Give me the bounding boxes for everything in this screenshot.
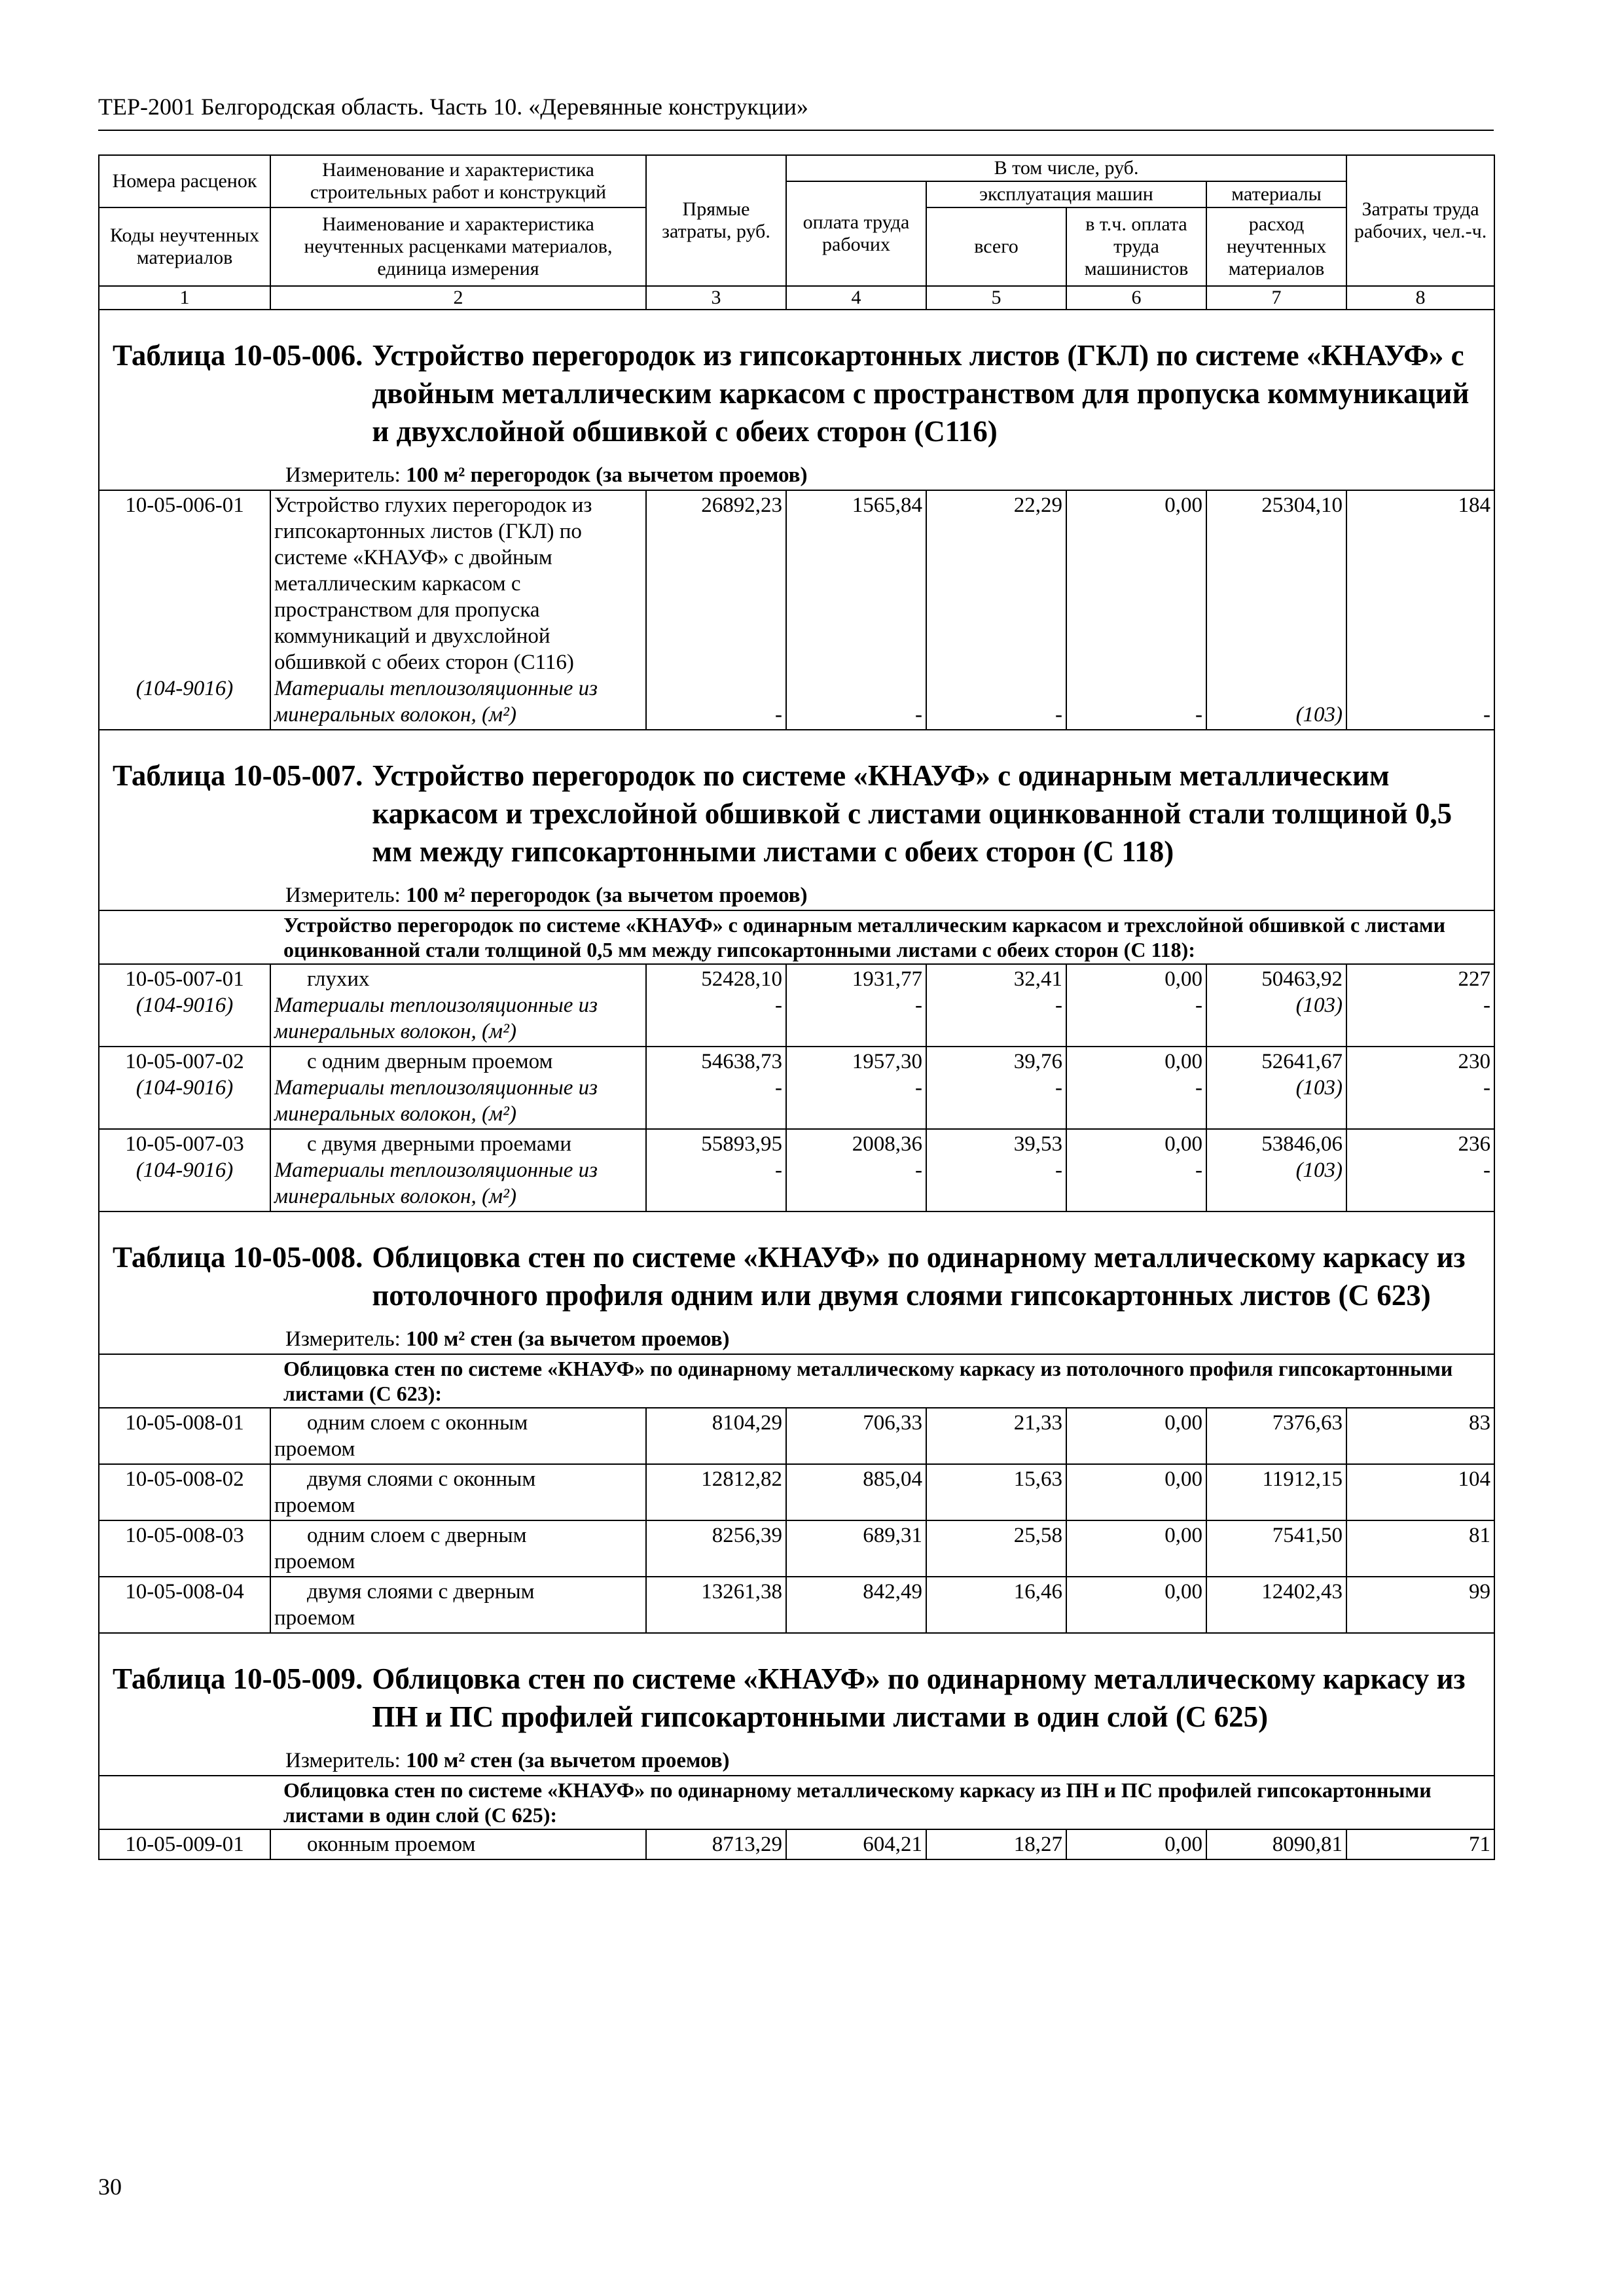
material-code: (104-9016): [135, 1076, 234, 1100]
measure-unit: 100 м² перегородок (за вычетом проемов): [406, 884, 808, 907]
group-heading: Облицовка стен по системе «КНАУФ» по одинарному металлическому каркасу из потолочного профиля гипсокартонными листами (С 623):: [270, 1354, 1494, 1408]
rate-name: оконным проемом: [270, 1829, 646, 1859]
rate-name: с одним дверным проемом Материалы теплоизоляционные из минеральных волокон, (м²): [270, 1047, 646, 1129]
labor-hours: 104: [1346, 1464, 1494, 1520]
materials-cost: 11912,15: [1206, 1464, 1346, 1520]
direct-costs: 8713,29: [646, 1829, 786, 1859]
dash: -: [1055, 703, 1062, 726]
table-row: [99, 1464, 1494, 1520]
table-title-text: Облицовка стен по системе «КНАУФ» по одинарному металлическому каркасу из потолочного профиля одним или двумя слоями гипсокартонных листов (С 623): [372, 1241, 1466, 1312]
machinist-pay: 0,00: [1066, 1464, 1206, 1520]
rate-name: двумя слоями с оконным проемом: [270, 1464, 646, 1520]
machinist-pay: 0,00: [1066, 1829, 1206, 1859]
machinist-pay: 0,00: [1066, 1408, 1206, 1464]
measure-label: Измеритель:: [285, 1749, 401, 1772]
material-qty: (103): [1295, 1076, 1343, 1100]
rate-code: 10-05-008-03: [99, 1520, 270, 1577]
materials-cost: 52641,67 (103): [1206, 1047, 1346, 1129]
col-number: 8: [1346, 286, 1494, 310]
labor-hours: 184 -: [1346, 490, 1494, 730]
rate-code: 10-05-009-01: [99, 1829, 270, 1859]
table-title-row: [99, 1211, 1494, 1354]
rate-name: глухих Материалы теплоизоляционные из минеральных волокон, (м²): [270, 964, 646, 1047]
machines-total: 22,29 -: [926, 490, 1066, 730]
materials-cost: 50463,92 (103): [1206, 964, 1346, 1047]
table-title-cell: [99, 1633, 1494, 1776]
col-head-machines: эксплуатация машин: [926, 181, 1206, 207]
dash: -: [915, 1158, 922, 1182]
table-number: Таблица 10-05-006.: [113, 339, 363, 372]
labor-pay: 689,31: [786, 1520, 926, 1577]
labor-hours: 71: [1346, 1829, 1494, 1859]
material-name: Материалы теплоизоляционные из минеральных волокон, (м²): [274, 1158, 598, 1208]
rates-table: [98, 154, 1495, 1860]
table-title-cell: [99, 310, 1494, 490]
col-number: 5: [926, 286, 1066, 310]
labor-hours: 230 -: [1346, 1047, 1494, 1129]
dash: -: [915, 1076, 922, 1100]
direct-costs: 26892,23 -: [646, 490, 786, 730]
machines-total: 21,33: [926, 1408, 1066, 1464]
measure-line: [285, 882, 1481, 908]
rate-code: 10-05-008-01: [99, 1408, 270, 1464]
material-code: (104-9016): [135, 1158, 234, 1182]
table-number: Таблица 10-05-008.: [113, 1241, 363, 1274]
direct-costs: 13261,38: [646, 1577, 786, 1633]
running-header: ТЕР-2001 Белгородская область. Часть 10. «Деревянные конструкции»: [98, 94, 808, 120]
page-number: 30: [98, 2174, 122, 2200]
col-head-material-names: Наименование и характеристика неучтенных расценками материалов, единица измерения: [270, 207, 646, 286]
machines-total: 32,41 -: [926, 964, 1066, 1047]
dash: -: [1483, 1158, 1491, 1182]
material-qty: (103): [1295, 1158, 1343, 1182]
dash: -: [1055, 1076, 1062, 1100]
dash: -: [915, 994, 922, 1017]
col-head-material-usage: расход неучтенных материалов: [1206, 207, 1346, 286]
col-number: 2: [270, 286, 646, 310]
dash: -: [1483, 994, 1491, 1017]
header-row-1: [99, 155, 1494, 181]
direct-costs: 54638,73 -: [646, 1047, 786, 1129]
table-row: [99, 1408, 1494, 1464]
machinist-pay: 0,00: [1066, 1577, 1206, 1633]
rate-code: 10-05-007-03 (104-9016): [99, 1129, 270, 1211]
labor-pay: 2008,36 -: [786, 1129, 926, 1211]
dash: -: [775, 1158, 782, 1182]
machines-total: 16,46: [926, 1577, 1066, 1633]
col-head-rate-numbers: Номера расценок: [99, 155, 270, 207]
group-row: [99, 1776, 1494, 1829]
table-title-row: [99, 730, 1494, 910]
machinist-pay: 0,00 -: [1066, 1129, 1206, 1211]
dash: -: [1055, 994, 1062, 1017]
materials-cost: 53846,06 (103): [1206, 1129, 1346, 1211]
measure-line: [285, 1748, 1481, 1774]
dash: -: [775, 994, 782, 1017]
table-title-row: [99, 1633, 1494, 1776]
material-name: Материалы теплоизоляционные из минеральных волокон, (м²): [274, 677, 598, 726]
measure-label: Измеритель:: [285, 884, 401, 907]
materials-cost: 8090,81: [1206, 1829, 1346, 1859]
machinist-pay: 0,00 -: [1066, 1047, 1206, 1129]
material-name: Материалы теплоизоляционные из минеральных волокон, (м²): [274, 994, 598, 1043]
labor-pay: 1957,30 -: [786, 1047, 926, 1129]
machinist-pay: 0,00 -: [1066, 964, 1206, 1047]
direct-costs: 55893,95 -: [646, 1129, 786, 1211]
direct-costs: 8104,29: [646, 1408, 786, 1464]
material-code: (104-9016): [135, 994, 234, 1017]
dash: -: [915, 703, 922, 726]
measure-line: [285, 462, 1481, 488]
col-number: 7: [1206, 286, 1346, 310]
labor-pay: 885,04: [786, 1464, 926, 1520]
col-number: 1: [99, 286, 270, 310]
machines-total: 25,58: [926, 1520, 1066, 1577]
machines-total: 39,53 -: [926, 1129, 1066, 1211]
col-number: 6: [1066, 286, 1206, 310]
material-name: Материалы теплоизоляционные из минеральных волокон, (м²): [274, 1076, 598, 1126]
materials-cost: 12402,43: [1206, 1577, 1346, 1633]
table-title-text: Устройство перегородок по системе «КНАУФ» с одинарным металлическим каркасом и трехслойной обшивкой с листами оцинкованной стали толщиной 0,5 мм между гипсокартонными листами с обеих сторон (С 118): [372, 759, 1453, 868]
direct-costs: 8256,39: [646, 1520, 786, 1577]
table-row: [99, 490, 1494, 730]
table-row: [99, 1129, 1494, 1211]
material-code: (104-9016): [135, 677, 234, 700]
col-head-work-name: Наименование и характеристика строительных работ и конструкций: [270, 155, 646, 207]
col-number: 4: [786, 286, 926, 310]
labor-pay: 1565,84 -: [786, 490, 926, 730]
col-head-labor-pay: оплата труда рабочих: [786, 181, 926, 286]
group-heading: Устройство перегородок по системе «КНАУФ» с одинарным металлическим каркасом и трехслойной обшивкой с листами оцинкованной стали толщиной 0,5 мм между гипсокартонными листами с обеих сторон (С 118):: [270, 910, 1494, 964]
rate-name: одним слоем с дверным проемом: [270, 1520, 646, 1577]
materials-cost: 7541,50: [1206, 1520, 1346, 1577]
group-row: [99, 910, 1494, 964]
labor-hours: 227 -: [1346, 964, 1494, 1047]
dash: -: [1055, 1158, 1062, 1182]
table-title: [113, 1660, 1481, 1736]
measure-unit: 100 м² перегородок (за вычетом проемов): [406, 463, 808, 487]
table-title-text: Облицовка стен по системе «КНАУФ» по одинарному металлическому каркасу из ПН и ПС профилей гипсокартонными листами в один слой (С 625): [372, 1662, 1466, 1733]
table-row: [99, 1577, 1494, 1633]
measure-label: Измеритель:: [285, 463, 401, 487]
col-head-machinist-pay: в т.ч. оплата труда машинистов: [1066, 207, 1206, 286]
dash: -: [1195, 1076, 1202, 1100]
machinist-pay: 0,00 -: [1066, 490, 1206, 730]
rate-code: 10-05-007-02 (104-9016): [99, 1047, 270, 1129]
measure-unit: 100 м² стен (за вычетом проемов): [406, 1749, 730, 1772]
dash: -: [1483, 1076, 1491, 1100]
labor-hours: 81: [1346, 1520, 1494, 1577]
table-title-text: Устройство перегородок из гипсокартонных листов (ГКЛ) по системе «КНАУФ» с двойным металлическим каркасом с пространством для пропуска коммуникаций и двухслойной обшивкой с обеих сторон (С116): [372, 339, 1470, 448]
col-head-including: В том числе, руб.: [786, 155, 1346, 181]
labor-pay: 842,49: [786, 1577, 926, 1633]
table-number: Таблица 10-05-009.: [113, 1662, 363, 1695]
col-head-materials: материалы: [1206, 181, 1346, 207]
material-qty: (103): [1295, 703, 1343, 726]
table-row: [99, 1047, 1494, 1129]
column-number-row: [99, 286, 1494, 310]
rate-name: одним слоем с оконным проемом: [270, 1408, 646, 1464]
measure-line: [285, 1326, 1481, 1352]
dash: -: [1195, 703, 1202, 726]
direct-costs: 12812,82: [646, 1464, 786, 1520]
dash: -: [1195, 994, 1202, 1017]
header-rule: [98, 130, 1494, 131]
rate-code: 10-05-007-01 (104-9016): [99, 964, 270, 1047]
group-heading: Облицовка стен по системе «КНАУФ» по одинарному металлическому каркасу из ПН и ПС профилей гипсокартонными листами в один слой (С 625):: [270, 1776, 1494, 1829]
rate-code: 10-05-006-01 (104-9016): [99, 490, 270, 730]
table-title-row: [99, 310, 1494, 490]
table-row: [99, 1829, 1494, 1859]
machinist-pay: 0,00: [1066, 1520, 1206, 1577]
machines-total: 18,27: [926, 1829, 1066, 1859]
dash: -: [775, 1076, 782, 1100]
labor-pay: 706,33: [786, 1408, 926, 1464]
table-number: Таблица 10-05-007.: [113, 759, 363, 792]
rate-name: двумя слоями с дверным проемом: [270, 1577, 646, 1633]
materials-cost: 7376,63: [1206, 1408, 1346, 1464]
rate-name: с двумя дверными проемами Материалы теплоизоляционные из минеральных волокон, (м²): [270, 1129, 646, 1211]
table-row: [99, 964, 1494, 1047]
measure-label: Измеритель:: [285, 1327, 401, 1351]
machines-total: 15,63: [926, 1464, 1066, 1520]
dash: -: [1195, 1158, 1202, 1182]
col-head-material-codes: Коды неучтенных материалов: [99, 207, 270, 286]
rate-code: 10-05-008-02: [99, 1464, 270, 1520]
table-title: [113, 1238, 1481, 1314]
col-number: 3: [646, 286, 786, 310]
labor-pay: 604,21: [786, 1829, 926, 1859]
col-head-labor-hours: Затраты труда рабочих, чел.-ч.: [1346, 155, 1494, 286]
rate-code: 10-05-008-04: [99, 1577, 270, 1633]
labor-hours: 236 -: [1346, 1129, 1494, 1211]
rate-name: Устройство глухих перегородок из гипсокартонных листов (ГКЛ) по системе «КНАУФ» с двойным металлическим каркасом с пространством для пропуска коммуникаций и двухслойной обшивкой с обеих сторон (С116) Материалы теплоизоляционные из минеральных волокон, (м²): [270, 490, 646, 730]
col-head-machines-total: всего: [926, 207, 1066, 286]
machines-total: 39,76 -: [926, 1047, 1066, 1129]
labor-pay: 1931,77 -: [786, 964, 926, 1047]
table-title-cell: [99, 730, 1494, 910]
material-qty: (103): [1295, 994, 1343, 1017]
dash: -: [775, 703, 782, 726]
direct-costs: 52428,10 -: [646, 964, 786, 1047]
table-title: [113, 757, 1481, 870]
dash: -: [1483, 703, 1491, 726]
col-head-direct-costs: Прямые затраты, руб.: [646, 155, 786, 286]
measure-unit: 100 м² стен (за вычетом проемов): [406, 1327, 730, 1351]
labor-hours: 83: [1346, 1408, 1494, 1464]
table-title: [113, 336, 1481, 450]
materials-cost: 25304,10 (103): [1206, 490, 1346, 730]
table-row: [99, 1520, 1494, 1577]
group-row: [99, 1354, 1494, 1408]
table-title-cell: [99, 1211, 1494, 1354]
labor-hours: 99: [1346, 1577, 1494, 1633]
